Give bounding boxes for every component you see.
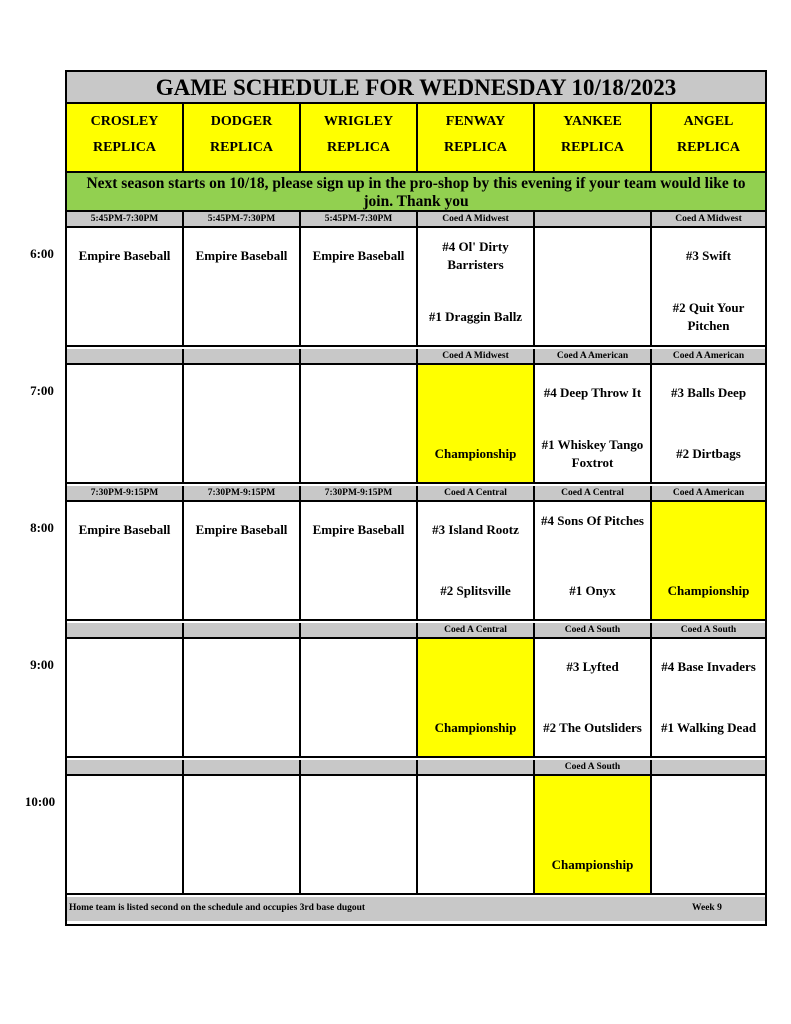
game-cell xyxy=(184,228,301,347)
home-team: #1 Whiskey Tango Foxtrot xyxy=(541,437,644,470)
game-cell xyxy=(67,639,184,758)
division-label xyxy=(652,760,765,776)
game-cell xyxy=(535,776,652,895)
game-cell xyxy=(418,776,535,895)
field-name: DODGER xyxy=(210,114,273,129)
game-cell xyxy=(67,776,184,895)
field-type: REPLICA xyxy=(443,140,507,155)
away-team: #4 Ol' Dirty Barristers xyxy=(442,239,509,272)
field-type: REPLICA xyxy=(326,140,390,155)
game-cell xyxy=(652,776,765,895)
game-cell xyxy=(652,639,765,758)
game-cell xyxy=(535,639,652,758)
field-name: WRIGLEY xyxy=(323,114,394,129)
away-team: #4 Sons Of Pitches xyxy=(541,513,644,528)
away-team: #3 Swift xyxy=(685,248,732,263)
division-label: Coed A South xyxy=(535,760,652,776)
game-cell xyxy=(418,639,535,758)
home-team: #2 The Outsliders xyxy=(543,720,642,735)
field-type: REPLICA xyxy=(209,140,273,155)
division-label xyxy=(418,760,535,776)
away-team: Empire Baseball xyxy=(195,248,288,263)
game-cell xyxy=(184,502,301,621)
game-cell xyxy=(652,365,765,484)
division-label xyxy=(301,760,418,776)
footer-bar xyxy=(67,897,765,921)
field-header-angel xyxy=(652,104,765,173)
time-label: 9:00 xyxy=(30,657,54,672)
schedule-table xyxy=(65,70,767,926)
championship-label: Championship xyxy=(667,583,750,598)
division-label: Coed A Midwest xyxy=(652,212,765,228)
field-name: FENWAY xyxy=(445,114,506,129)
away-team: Empire Baseball xyxy=(312,522,405,537)
home-team: #2 Quit Your Pitchen xyxy=(672,300,745,333)
division-label: Coed A American xyxy=(652,486,765,502)
field-type: REPLICA xyxy=(92,140,156,155)
division-label xyxy=(301,349,418,365)
game-cell xyxy=(652,228,765,347)
game-cell xyxy=(301,502,418,621)
away-team: #4 Deep Throw It xyxy=(543,385,642,400)
game-cell xyxy=(301,639,418,758)
field-name: ANGEL xyxy=(683,114,734,129)
field-header-dodger xyxy=(184,104,301,173)
division-label xyxy=(184,760,301,776)
field-header-crosley xyxy=(67,104,184,173)
division-label: Coed A Central xyxy=(418,486,535,502)
division-label: 5:45PM-7:30PM xyxy=(184,212,301,228)
game-cell xyxy=(301,776,418,895)
game-cell xyxy=(418,228,535,347)
field-type: REPLICA xyxy=(676,140,740,155)
week-label: Week 9 xyxy=(692,903,722,913)
season-notice: Next season starts on 10/18, please sign up in the pro-shop by this evening if your team would like to join. Thank you xyxy=(67,173,765,212)
game-cell xyxy=(535,502,652,621)
division-label xyxy=(67,349,184,365)
home-team: #1 Draggin Ballz xyxy=(428,309,523,324)
away-team: Empire Baseball xyxy=(195,522,288,537)
home-team-note: Home team is listed second on the schedule and occupies 3rd base dugout xyxy=(69,903,366,913)
division-label: 5:45PM-7:30PM xyxy=(67,212,184,228)
field-header-yankee xyxy=(535,104,652,173)
time-label: 10:00 xyxy=(24,794,56,809)
away-team: Empire Baseball xyxy=(312,248,405,263)
division-label xyxy=(301,623,418,639)
championship-label: Championship xyxy=(551,857,634,872)
game-cell xyxy=(184,365,301,484)
division-label: Coed A South xyxy=(652,623,765,639)
division-label: Coed A South xyxy=(535,623,652,639)
time-label: 7:00 xyxy=(30,383,54,398)
game-cell xyxy=(535,365,652,484)
away-team: Empire Baseball xyxy=(78,522,171,537)
game-cell xyxy=(418,502,535,621)
game-cell xyxy=(67,228,184,347)
game-cell xyxy=(535,228,652,347)
division-label: Coed A American xyxy=(535,349,652,365)
game-cell xyxy=(67,365,184,484)
division-label xyxy=(67,623,184,639)
time-label: 8:00 xyxy=(30,520,54,535)
game-cell xyxy=(184,776,301,895)
schedule-title: GAME SCHEDULE FOR WEDNESDAY 10/18/2023 xyxy=(67,72,765,104)
game-cell xyxy=(418,365,535,484)
home-team: #2 Splitsville xyxy=(440,583,511,598)
away-team: #4 Base Invaders xyxy=(661,659,756,674)
field-name: CROSLEY xyxy=(90,114,159,129)
game-cell xyxy=(301,365,418,484)
time-label: 6:00 xyxy=(30,246,54,261)
game-cell xyxy=(301,228,418,347)
division-label: Coed A Midwest xyxy=(418,212,535,228)
division-label: Coed A Central xyxy=(535,486,652,502)
division-label: 7:30PM-9:15PM xyxy=(301,486,418,502)
home-team: #1 Walking Dead xyxy=(660,720,757,735)
field-header-wrigley xyxy=(301,104,418,173)
division-label: 7:30PM-9:15PM xyxy=(67,486,184,502)
division-label: 5:45PM-7:30PM xyxy=(301,212,418,228)
away-team: #3 Island Rootz xyxy=(432,522,519,537)
home-team: #2 Dirtbags xyxy=(676,446,741,461)
field-name: YANKEE xyxy=(563,114,622,129)
division-label xyxy=(535,212,652,228)
division-label xyxy=(184,349,301,365)
game-cell xyxy=(184,639,301,758)
away-team: Empire Baseball xyxy=(78,248,171,263)
division-label xyxy=(184,623,301,639)
championship-label: Championship xyxy=(434,720,517,735)
division-label xyxy=(67,760,184,776)
division-label: Coed A American xyxy=(652,349,765,365)
championship-label: Championship xyxy=(434,446,517,461)
field-type: REPLICA xyxy=(560,140,624,155)
home-team: #1 Onyx xyxy=(569,583,616,598)
away-team: #3 Balls Deep xyxy=(670,385,747,400)
division-label: 7:30PM-9:15PM xyxy=(184,486,301,502)
division-label: Coed A Midwest xyxy=(418,349,535,365)
game-cell xyxy=(652,502,765,621)
game-cell xyxy=(67,502,184,621)
away-team: #3 Lyfted xyxy=(566,659,619,674)
field-header-fenway xyxy=(418,104,535,173)
division-label: Coed A Central xyxy=(418,623,535,639)
